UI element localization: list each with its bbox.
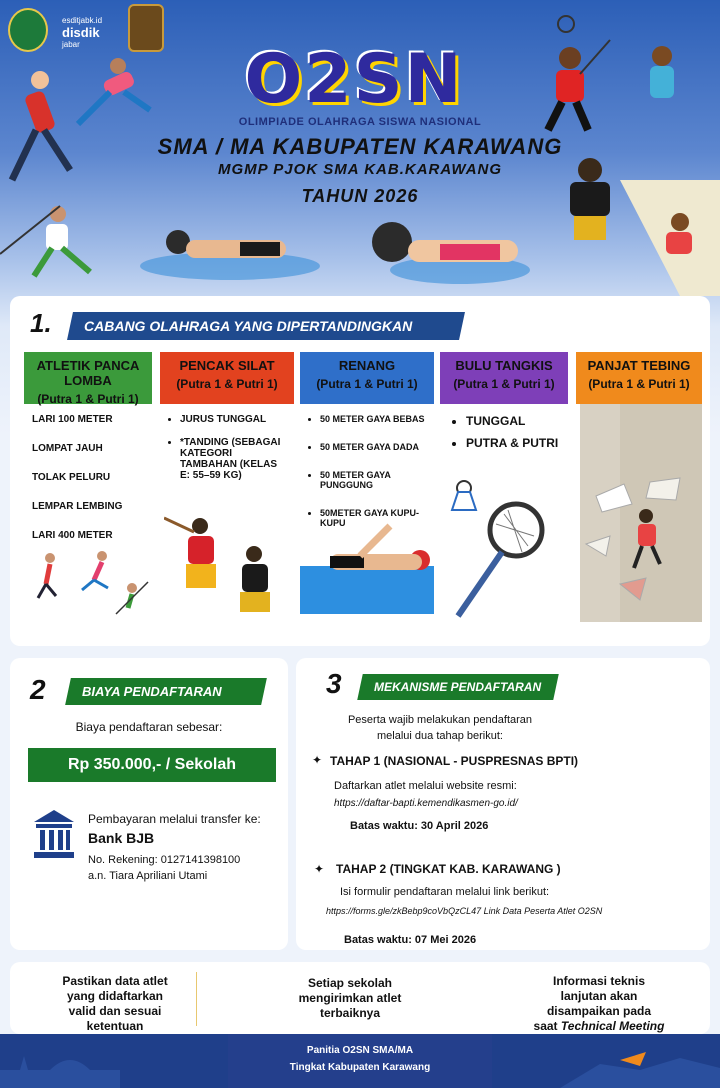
sport-event-item: LARI 100 METER [32,414,113,425]
payment-label: Pembayaran melalui transfer ke: [88,812,261,826]
section1-title-banner: CABANG OLAHRAGA YANG DIPERTANDINGKAN [67,312,465,340]
sport-event-item: LOMPAT JAUH [32,443,103,454]
sport-category: (Putra 1 & Putri 1) [588,377,690,391]
heading-year: TAHUN 2026 [301,186,419,206]
footer-note-data-valid: Pastikan data atlet yang didaftarkan valid dan sesuai ketentuan [62,974,168,1033]
bank-name: Bank BJB [88,830,155,846]
sport-column-header [160,352,294,404]
bank-icon [32,808,76,860]
sport-event-item: • TUNGGAL [466,414,560,428]
sport-event-item: • 50METER GAYA KUPU-KUPU [320,508,426,528]
sport-category: (Putra 1 & Putri 1) [37,392,139,406]
sport-category: (Putra 1 & Putri 1) [316,377,418,391]
sport-category: (Putra 1 & Putri 1) [453,377,555,391]
sport-title: PENCAK SILAT [179,358,275,373]
footer-note-best-athlete: Setiap sekolah mengirimkan atlet terbaiknya [298,976,402,1020]
footer-divider [196,972,197,1026]
sport-column-header [576,352,702,404]
sport-event-item: • 50 METER GAYA PUNGGUNG [320,470,426,490]
sport-event-item: • *TANDING (SEBAGAI KATEGORI TAMBAHAN (KELAS E: 55–59 KG) [180,437,286,481]
athletics-illustration [36,548,152,618]
sport-column-header [300,352,434,404]
heading-mgmp: MGMP PJOK SMA KAB.KARAWANG [217,161,503,178]
o2sn-subtitle: OLIMPIADE OLAHRAGA SISWA NASIONAL [238,116,482,128]
account-holder: a.n. Tiara Apriliani Utami [88,870,208,882]
sport-column-header [440,352,568,404]
sport-title: ATLETIK PANCA LOMBA [36,358,140,388]
sport-event-item: LEMPAR LEMBING [32,501,123,512]
disdik-logo: esditjabk.id disdik jabar [62,16,103,49]
swimmers-illustration [140,206,530,296]
fee-intro: Biaya pendaftaran sebesar: [75,720,223,734]
sport-title: RENANG [338,358,396,373]
account-number: No. Rekening: 0127141398100 [88,854,241,866]
step1-bullet-icon: ✦ [312,753,323,767]
committee-label: Panitia O2SN SMA/MA Tingkat Kabupaten Karawang [228,1034,492,1088]
mechanism-intro-2: melalui dua tahap berikut: [377,730,503,742]
section2-title-banner: BIAYA PENDAFTARAN [65,678,267,705]
step1-deadline: Batas waktu: 30 April 2026 [350,820,489,832]
badminton-illustration [446,470,560,618]
sport-category: (Putra 1 & Putri 1) [176,377,278,391]
section2-number: 2 [30,674,46,705]
sport-events-list [160,404,294,503]
sport-title: BULU TANGKIS [455,358,553,373]
step1-desc: Daftarkan atlet melalui website resmi: [334,780,517,792]
mechanism-intro-1: Peserta wajib melakukan pendaftaran [347,714,533,726]
step2-deadline: Batas waktu: 07 Mei 2026 [344,934,477,946]
section3-number: 3 [326,668,342,699]
climbing-wall-illustration [580,404,702,622]
sport-event-item: TOLAK PELURU [32,472,111,483]
o2sn-title: O2SN [244,40,464,119]
fee-amount: Rp 350.000,- / Sekolah [28,748,276,782]
pencak-silat-illustration [164,508,286,618]
step2-desc: Isi formulir pendaftaran melalui link berikut: [340,886,550,898]
sport-events-list [440,404,568,468]
step2-bullet-icon: ✦ [314,862,325,876]
sport-event-item: • 50 METER GAYA DADA [320,442,426,452]
step2-title: TAHAP 2 (TINGKAT KAB. KARAWANG ) [336,862,561,876]
sport-column-header [24,352,152,404]
heading-sma-karawang: SMA / MA KABUPATEN KARAWANG [157,134,563,159]
step1-url[interactable]: https://daftar-bapti.kemendikasmen-go.id/ [334,798,518,809]
step1-title: TAHAP 1 (NASIONAL - PUSPRESNAS BPTI) [330,754,579,768]
sport-title: PANJAT TEBING [587,358,691,373]
sport-events-list [24,404,152,569]
section3-title-banner: MEKANISME PENDAFTARAN [357,674,559,700]
step2-url[interactable]: https://forms.gle/zkBebp9coVbQzCL47 Link Data Peserta Atlet O2SN [326,906,603,916]
sport-event-item: • 50 METER GAYA BEBAS [320,414,426,424]
section1-number: 1. [30,308,52,338]
sport-event-item: LARI 400 METER [32,530,113,541]
footer-note-technical-meeting: Informasi teknis lanjutan akan disampaikan pada saat Technical Meeting [533,974,665,1033]
sport-event-item: • JURUS TUNGGAL [180,414,286,425]
swimming-illustration [300,516,434,614]
sport-event-item: • PUTRA & PUTRI [466,436,560,450]
